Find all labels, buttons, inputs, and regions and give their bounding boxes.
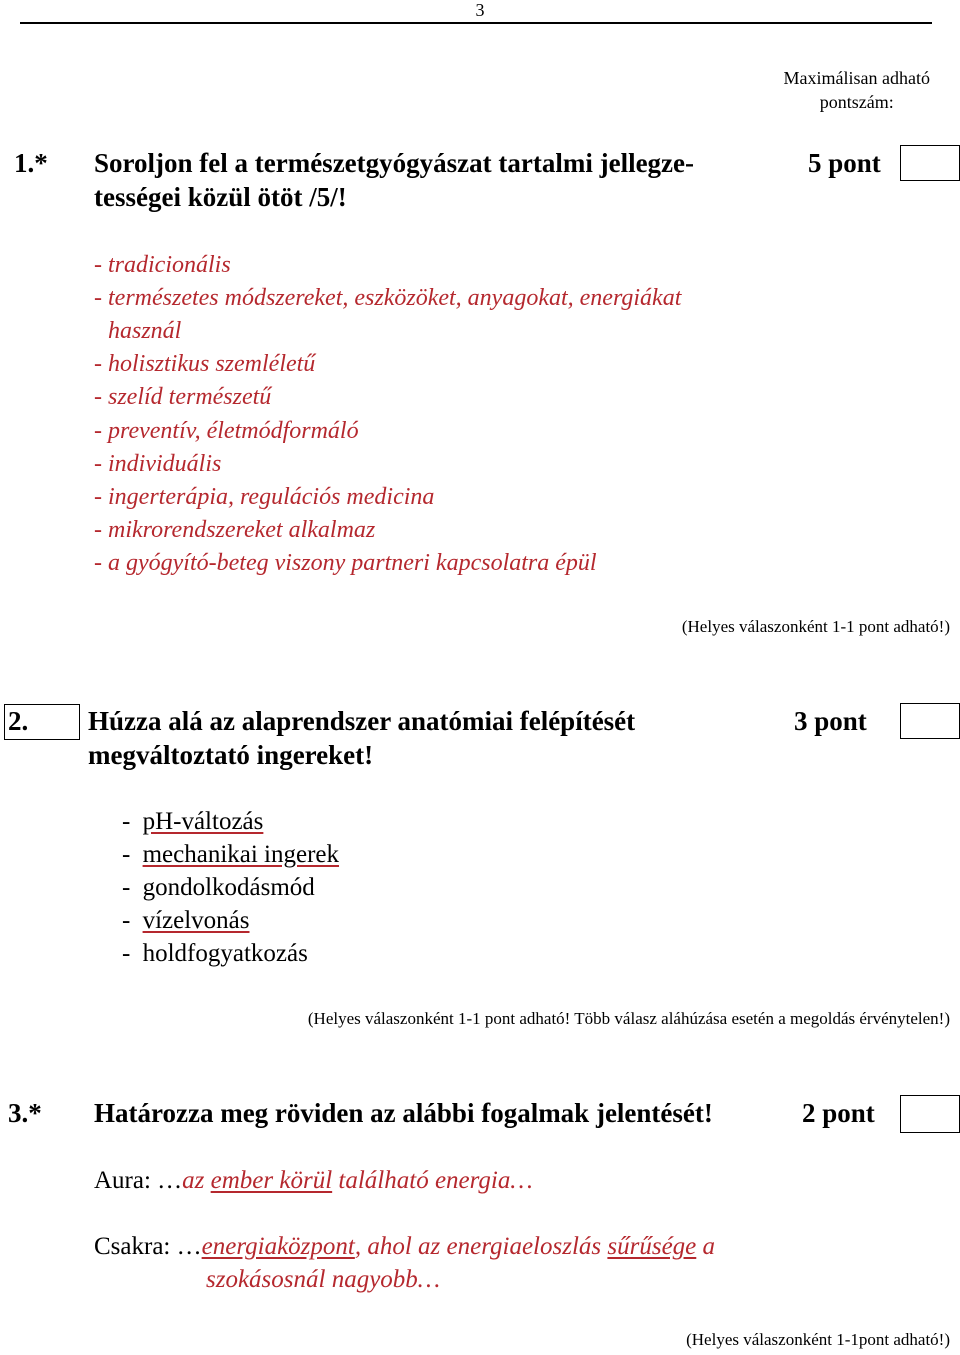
q2-option-text: gondolkodásmód (142, 874, 315, 901)
q1-answer: - individuális (94, 451, 222, 477)
q1-answer: - a gyógyító-beteg viszony partneri kapcsolatra épül (94, 550, 597, 576)
aura-answer-underlined: ember körül (210, 1167, 333, 1194)
q1-answer: - természetes módszereket, eszközöket, anyagokat, energiákat (94, 285, 682, 311)
q1-answer: - szelíd természetű (94, 384, 272, 410)
csakra-label: Csakra: … (94, 1233, 202, 1260)
page-number: 3 (475, 0, 485, 20)
q3-number: 3.* (8, 1098, 42, 1128)
q1-answer: - preventív, életmódformáló (94, 418, 359, 444)
q1-points: 5 pont (808, 148, 881, 178)
q2-option-text-underlined: pH-változás (142, 808, 264, 835)
q2-option-dash: - (122, 940, 131, 967)
q2-option (122, 907, 250, 935)
aura-label: Aura: … (94, 1167, 183, 1194)
csakra-answer-part: a (696, 1233, 716, 1260)
max-score-header-line1: Maximálisan adható (783, 68, 930, 88)
q2-points: 3 pont (794, 706, 867, 736)
q2-option (122, 808, 263, 836)
max-score-header-line2: pontszám: (819, 92, 894, 112)
csakra-answer-part: , ahol az energiaeloszlás (354, 1233, 608, 1260)
q1-answer: - ingerterápia, regulációs medicina (94, 484, 435, 510)
q3-score-box[interactable] (900, 1095, 960, 1133)
q2-option (122, 841, 339, 869)
q2-scoring-note: (Helyes válaszonként 1-1 pont adható! Több válasz aláhúzása esetén a megoldás érvénytelen!) (307, 1009, 950, 1028)
csakra-answer-underlined: sűrűsége (607, 1233, 697, 1260)
q2-option-dash: - (122, 874, 131, 901)
aura-answer-part: található energia… (332, 1167, 533, 1194)
q2-option-text-underlined: mechanikai ingerek (142, 841, 340, 868)
top-rule (20, 22, 932, 24)
q2-option-dash: - (122, 841, 131, 868)
q1-text-line1: Soroljon fel a természetgyógyászat tartalmi jellegze- (94, 148, 695, 178)
q3-aura-line (94, 1167, 533, 1195)
csakra-answer-line2: szokásosnál nagyobb… (206, 1266, 441, 1293)
q2-option-text: holdfogyatkozás (142, 940, 308, 967)
q1-text-line2: tességei közül ötöt /5/! (94, 182, 347, 212)
q2-option-dash: - (122, 808, 131, 835)
q2-text-line1: Húzza alá az alaprendszer anatómiai felépítését (88, 706, 636, 736)
q3-points: 2 pont (802, 1098, 875, 1128)
q3-text: Határozza meg röviden az alábbi fogalmak jelentését! (94, 1098, 713, 1128)
q2-score-box[interactable] (900, 703, 960, 739)
q1-answer: - mikrorendszereket alkalmaz (94, 517, 376, 543)
q2-option (122, 874, 315, 902)
q1-answer: - holisztikus szemléletű (94, 351, 316, 377)
q2-option-text-underlined: vízelvonás (142, 907, 250, 934)
q1-answer: használ (108, 318, 182, 344)
max-score-header (784, 66, 930, 114)
q1-answer: - tradicionális (94, 252, 231, 278)
q1-number: 1.* (14, 148, 48, 178)
aura-answer-part: az (182, 1167, 211, 1194)
q1-score-box[interactable] (900, 145, 960, 181)
q2-option-dash: - (122, 907, 131, 934)
q2-text-line2: megváltoztató ingereket! (88, 740, 374, 770)
csakra-answer-underlined: energiaközpont (201, 1233, 355, 1260)
q3-csakra-line (94, 1233, 715, 1261)
q1-scoring-note: (Helyes válaszonként 1-1 pont adható!) (681, 617, 950, 636)
q2-number: 2. (8, 706, 29, 736)
q2-option (122, 940, 308, 968)
q3-scoring-note: (Helyes válaszonként 1-1pont adható!) (686, 1330, 950, 1349)
